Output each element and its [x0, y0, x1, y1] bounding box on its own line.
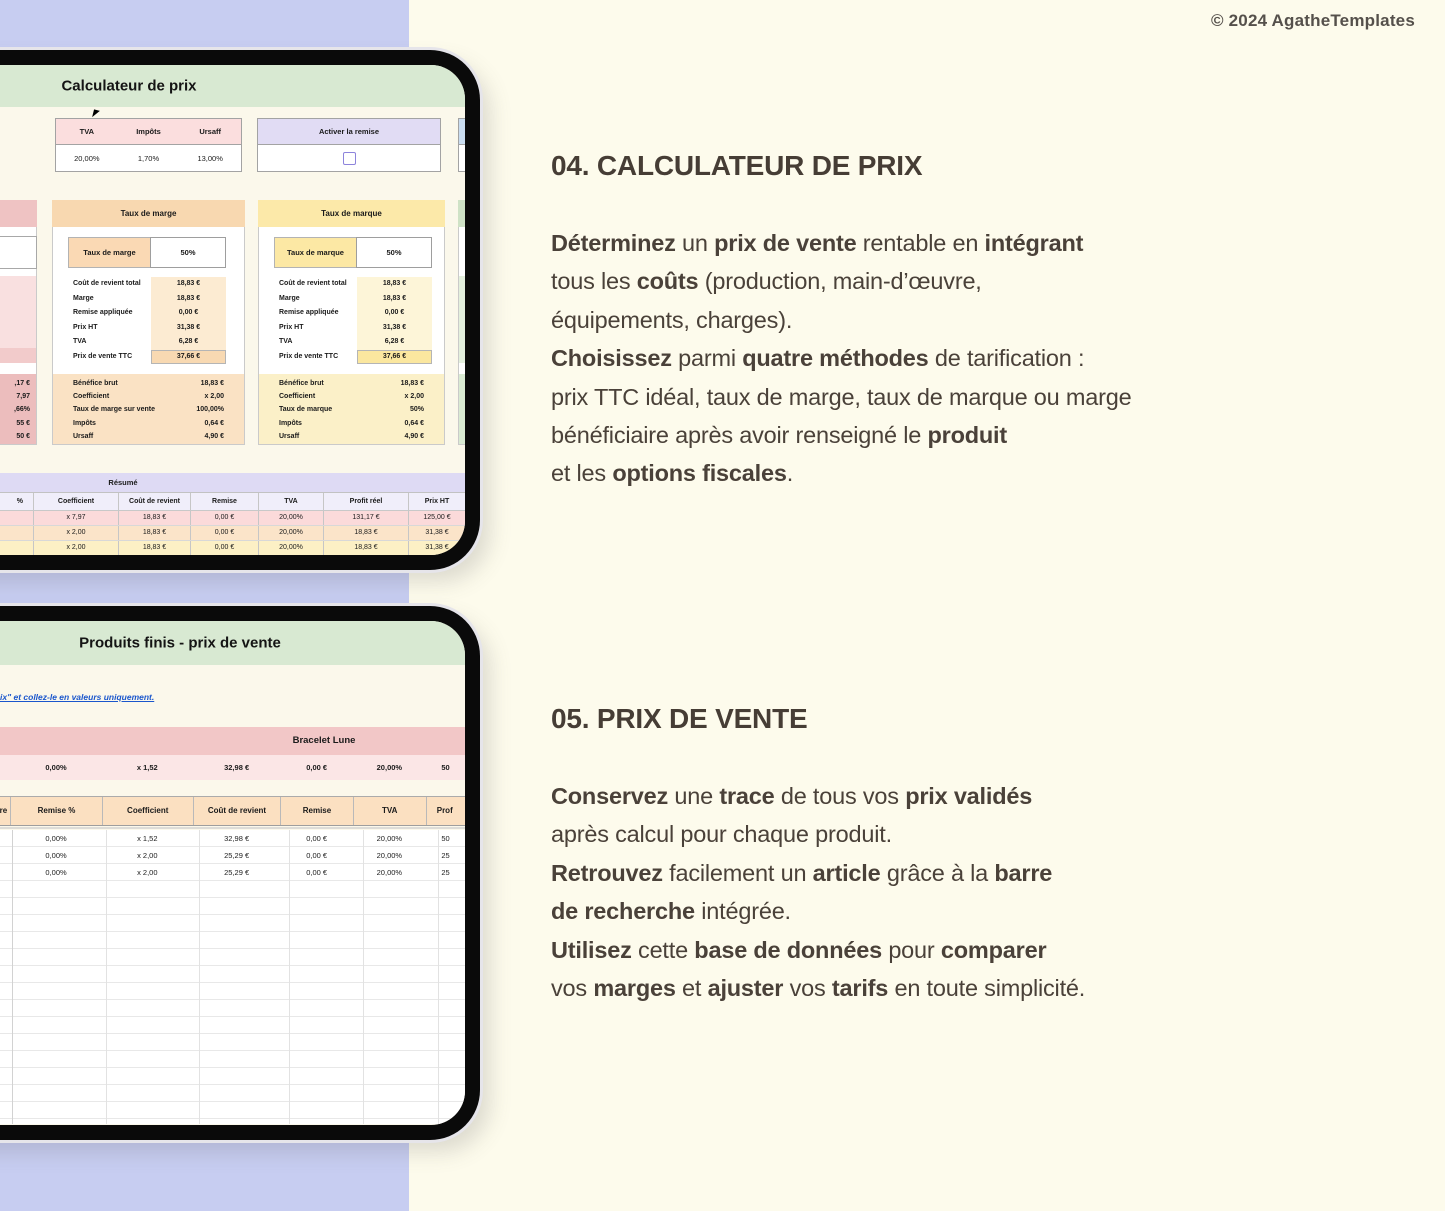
cell: x 2,00: [137, 851, 158, 860]
text-line: [551, 777, 1085, 815]
tax-table-header-row: [56, 119, 241, 145]
text-segment: et: [675, 974, 708, 1001]
text-segment: ajuster: [707, 974, 784, 1001]
text-line: [551, 301, 1131, 339]
kv-label: Prix HT: [279, 323, 304, 331]
marque-rate-label: Taux de marque: [274, 237, 357, 268]
cell: 25: [441, 851, 450, 860]
text-line: [551, 931, 1085, 969]
text-segment: en toute simplicité.: [888, 974, 1086, 1001]
cell: x 2,00: [33, 541, 118, 555]
kv-value: 18,83 €: [357, 292, 432, 307]
text-segment: Conservez: [551, 783, 669, 809]
kv-value: 0,00 €: [357, 306, 432, 321]
text-segment: et les: [551, 460, 613, 487]
copyright: © 2024 AgatheTemplates: [1210, 11, 1415, 30]
kv-row: [259, 335, 444, 350]
kv-label: Coefficient: [73, 393, 110, 401]
text-segment: équipements, charges).: [551, 306, 793, 333]
kv-row: [259, 403, 444, 416]
text-segment: grâce à la: [880, 859, 995, 886]
kv-value: 18,83 €: [200, 380, 224, 387]
text-segment: prix validés: [905, 783, 1033, 809]
kv-value: 18,83 €: [357, 277, 432, 292]
text-segment: bénéficiaire après avoir renseigné le: [551, 421, 928, 448]
text-line: [551, 854, 1085, 892]
cell: 18,83 €: [323, 541, 408, 555]
cell: 0,00%: [45, 851, 67, 860]
pink-fragment: 50 €: [16, 432, 30, 440]
kv-row: [259, 292, 444, 307]
kv-row: [259, 390, 444, 403]
text-segment: vos: [783, 974, 832, 1001]
kv-value: x 2,00: [204, 393, 224, 401]
kv-value: 50%: [409, 406, 424, 414]
product-name-band: [0, 727, 465, 755]
text-segment: vos: [551, 974, 594, 1001]
pink-bottom-block: [0, 374, 36, 444]
green-panel-header: [458, 200, 465, 227]
kv-label: Remise appliquée: [279, 309, 339, 316]
kv-label: Prix HT: [73, 323, 98, 331]
kv-label: Ursaff: [73, 432, 94, 440]
cell: Remise: [190, 493, 258, 510]
cell: Coefficient: [33, 493, 118, 510]
resume-header-row: [0, 492, 465, 511]
table-row: [0, 830, 465, 847]
cell: 1,70%: [137, 153, 160, 163]
kv-row: [259, 350, 444, 365]
kv-row: [53, 390, 244, 403]
kv-value: 100,00%: [196, 406, 224, 414]
table-row: [0, 864, 465, 881]
sheet-header-band: [0, 621, 465, 665]
text-segment: tous les: [551, 268, 637, 295]
text-line: [551, 892, 1085, 930]
sheet-header-band: [0, 65, 465, 107]
text-line: [551, 339, 1131, 377]
text-segment: de tarification :: [928, 345, 1085, 372]
table-row: [0, 526, 465, 541]
cell: 25,29 €: [224, 868, 250, 877]
marque-rows: [259, 277, 444, 364]
kv-value: 0,00 €: [151, 306, 226, 321]
text-segment: cette: [631, 936, 695, 963]
text-segment: après calcul pour chaque produit.: [551, 821, 892, 848]
cell: 31,38 €: [408, 541, 465, 555]
marge-panel-header: Taux de marge: [52, 200, 245, 227]
cell: x 2,00: [33, 526, 118, 540]
cell: TVA: [79, 127, 95, 136]
kv-row: [53, 403, 244, 416]
text-segment: quatre méthodes: [742, 345, 929, 372]
panel-taux-de-marque: [258, 200, 445, 445]
tablet-calculateur: [0, 50, 480, 570]
cell: [0, 511, 33, 525]
pink-fragment: 7,97: [16, 393, 30, 401]
tablet-prix-de-vente: [0, 606, 480, 1140]
cell: [0, 541, 33, 555]
kv-value: 6,28 €: [357, 335, 432, 350]
kv-label: Coût de revient total: [279, 280, 347, 287]
section-04-paragraph: [551, 224, 1131, 493]
kv-value: 4,90 €: [404, 432, 424, 440]
cell: 32,98 €: [224, 834, 250, 843]
cell: 32,98 €: [224, 763, 250, 772]
text-segment: intégrant: [984, 230, 1084, 256]
panel-taux-de-marge: [52, 200, 245, 445]
kv-label: Prix de vente TTC: [73, 352, 133, 360]
cell: Ursaff: [199, 127, 222, 136]
marque-bottom-block: [259, 374, 444, 444]
sales-table-grid: [0, 830, 465, 1124]
kv-value: 18,83 €: [151, 277, 226, 292]
cell: 20,00%: [376, 868, 403, 877]
kv-row: [259, 321, 444, 336]
kv-value: 18,83 €: [400, 380, 424, 387]
kv-value: 0,64 €: [404, 419, 424, 427]
text-segment: barre: [994, 859, 1053, 886]
kv-row: [259, 430, 444, 443]
cell: Remise %: [10, 797, 102, 825]
text-segment: un: [675, 230, 715, 256]
partial-blue-table: [458, 118, 465, 172]
cell: 31,38 €: [408, 526, 465, 540]
cell: Coût de revient: [118, 493, 190, 510]
cell: 18,83 €: [323, 526, 408, 540]
text-segment: Utilisez: [551, 936, 632, 963]
kv-row: [53, 377, 244, 390]
tablet-screen: [0, 621, 465, 1125]
product-values-row: [0, 755, 465, 780]
kv-row: [259, 306, 444, 321]
cell: Prix HT: [408, 493, 465, 510]
text-segment: base de données: [694, 936, 882, 963]
text-line: [551, 969, 1085, 1007]
cell: Coût de revient: [193, 797, 281, 825]
kv-label: Taux de marge sur vente: [73, 406, 155, 414]
remise-header: Activer la remise: [258, 119, 440, 145]
section-05-paragraph: [551, 777, 1085, 1007]
text-segment: article: [812, 859, 881, 886]
tablet-screen: [0, 65, 465, 555]
cell: 0,00 €: [190, 526, 258, 540]
cell: 0,00 €: [306, 868, 328, 877]
section-04-heading: 04. CALCULATEUR DE PRIX: [551, 150, 923, 181]
cell: 0,00%: [45, 868, 67, 877]
pink-value-cells: [0, 276, 36, 363]
cell: %: [16, 498, 23, 505]
cell: [0, 864, 10, 881]
kv-label: Impôts: [73, 419, 96, 427]
resume-band: [0, 473, 465, 492]
cell: 50: [441, 834, 450, 843]
cell: 20,00%: [376, 851, 403, 860]
text-line: [551, 416, 1131, 454]
text-segment: intégrée.: [694, 898, 791, 925]
text-segment: Choisissez: [551, 345, 672, 372]
text-segment: prix TTC idéal, taux de marge, taux de marque ou marge: [551, 383, 1132, 410]
cell: Prof: [426, 797, 465, 825]
pink-fragment: ,17 €: [14, 380, 30, 387]
text-segment: prix de vente: [714, 230, 857, 256]
kv-row: [53, 350, 244, 365]
text-segment: (production, main-d’œuvre,: [698, 268, 982, 295]
kv-label: Remise appliquée: [73, 309, 133, 316]
marque-rate-input[interactable]: 50%: [356, 237, 432, 268]
pink-fragment: ,66%: [14, 406, 30, 414]
cell: 18,83 €: [118, 511, 190, 525]
cell: re: [0, 806, 8, 815]
marge-bottom-block: [53, 374, 244, 444]
green-bottom-block: [459, 374, 465, 444]
cell: 20,00%: [258, 526, 323, 540]
text-line: [551, 815, 1085, 853]
kv-row: [53, 417, 244, 430]
marge-rows: [53, 277, 244, 364]
marque-panel-header: Taux de marque: [258, 200, 445, 227]
cell: 0,00%: [45, 834, 67, 843]
kv-value: 18,83 €: [151, 292, 226, 307]
kv-label: TVA: [73, 338, 87, 345]
sheet-title: Produits finis - prix de vente: [79, 634, 281, 652]
kv-label: Taux de marque: [279, 406, 333, 414]
pink-input-cell[interactable]: [0, 236, 37, 269]
product-name: Bracelet Lune: [292, 735, 356, 746]
cell: 25: [441, 868, 450, 877]
cell: 0,00 €: [190, 511, 258, 525]
cell: 18,83 €: [118, 541, 190, 555]
kv-value: 37,66 €: [151, 350, 226, 365]
cell: 13,00%: [197, 153, 223, 163]
text-segment: de recherche: [551, 898, 695, 925]
kv-row: [259, 277, 444, 292]
kv-label: TVA: [279, 338, 293, 345]
resume-title: Résumé: [108, 478, 138, 487]
kv-label: Ursaff: [279, 432, 300, 440]
text-segment: pour: [881, 936, 941, 963]
kv-label: Bénéfice brut: [279, 380, 324, 387]
text-segment: comparer: [940, 936, 1047, 963]
text-segment: Déterminez: [551, 230, 676, 256]
kv-row: [259, 377, 444, 390]
pink-fragment: 55 €: [16, 419, 30, 427]
cell: 0,00 €: [306, 851, 328, 860]
kv-label: Coût de revient total: [73, 280, 141, 287]
text-segment: .: [786, 460, 794, 487]
cell: 0,00 €: [190, 541, 258, 555]
cell: Profit réel: [323, 493, 408, 510]
kv-value: x 2,00: [404, 393, 424, 401]
panel-prix-ttc-partial: [0, 200, 37, 445]
kv-row: [259, 417, 444, 430]
text-segment: une: [668, 783, 720, 809]
cell: 25,29 €: [224, 851, 250, 860]
kv-label: Prix de vente TTC: [279, 352, 339, 360]
text-line: [551, 454, 1131, 492]
green-value-cells: [459, 276, 465, 363]
tax-options-table: [55, 118, 242, 172]
cell: [0, 755, 10, 780]
section-05-heading: 05. PRIX DE VENTE: [551, 703, 808, 734]
cell: [0, 847, 10, 864]
kv-value: 0,64 €: [204, 419, 224, 427]
resume-table: [0, 473, 465, 555]
kv-row: [53, 306, 244, 321]
text-line: [551, 378, 1131, 416]
kv-label: Bénéfice brut: [73, 380, 118, 387]
cell: 0,00%: [45, 763, 67, 772]
cell: Coefficient: [102, 797, 193, 825]
cell: 20,00%: [376, 834, 403, 843]
text-segment: trace: [719, 783, 775, 809]
cell: 0,00 €: [306, 763, 328, 772]
cell: 0,00 €: [306, 834, 328, 843]
table-row: [0, 541, 465, 555]
cell: 125,00 €: [408, 511, 465, 525]
partial-blue-header: [459, 119, 465, 145]
tax-table-values-row: [56, 145, 241, 171]
text-segment: parmi: [671, 345, 743, 372]
text-line: [551, 262, 1131, 300]
kv-row: [53, 321, 244, 336]
panel-green-partial: [458, 200, 465, 445]
cell: x 2,00: [137, 868, 158, 877]
table-row: [0, 511, 465, 526]
kv-row: [53, 292, 244, 307]
cell: 50: [441, 763, 450, 772]
cell: 20,00%: [258, 511, 323, 525]
cell: Impôts: [136, 127, 161, 136]
marge-rate-input[interactable]: 50%: [150, 237, 226, 268]
pink-panel-header: [0, 200, 37, 227]
kv-label: Marge: [279, 294, 300, 302]
text-segment: coûts: [636, 268, 699, 295]
cell: 20,00%: [258, 541, 323, 555]
text-line: [551, 224, 1131, 262]
header-shadow: [0, 827, 465, 829]
cell: x 1,52: [137, 834, 158, 843]
cell: TVA: [258, 493, 323, 510]
kv-row: [53, 335, 244, 350]
cell: 20,00%: [74, 153, 100, 163]
sheet-title: Calculateur de prix: [61, 77, 197, 95]
cell: 20,00%: [376, 763, 403, 772]
kv-label: Coefficient: [279, 393, 316, 401]
marge-rate-label: Taux de marge: [68, 237, 151, 268]
remise-checkbox[interactable]: [343, 152, 356, 165]
cell: TVA: [353, 797, 426, 825]
kv-label: Impôts: [279, 419, 302, 427]
kv-row: [53, 430, 244, 443]
text-segment: options fiscales: [612, 460, 787, 487]
kv-value: 37,66 €: [357, 350, 432, 365]
cell: Remise: [280, 797, 352, 825]
cell: 131,17 €: [323, 511, 408, 525]
kv-value: 6,28 €: [151, 335, 226, 350]
kv-value: 31,38 €: [151, 321, 226, 336]
kv-label: Marge: [73, 294, 94, 302]
kv-value: 31,38 €: [357, 321, 432, 336]
kv-value: 4,90 €: [204, 432, 224, 440]
remise-toggle-table: [257, 118, 441, 172]
cell: [0, 830, 10, 847]
table-row: [0, 847, 465, 864]
cell: 18,83 €: [118, 526, 190, 540]
cell: [0, 526, 33, 540]
text-segment: rentable en: [856, 230, 985, 256]
sales-table-header-row: [0, 796, 465, 826]
text-segment: produit: [927, 421, 1007, 448]
text-segment: Retrouvez: [551, 859, 663, 886]
text-segment: facilement un: [662, 859, 813, 886]
kv-row: [53, 277, 244, 292]
cell: x 1,52: [136, 763, 158, 772]
text-segment: marges: [593, 974, 676, 1001]
text-segment: tarifs: [831, 974, 889, 1001]
cell: x 7,97: [33, 511, 118, 525]
text-segment: de tous vos: [774, 783, 906, 809]
instruction-link[interactable]: ix" et collez-le en valeurs uniquement.: [0, 692, 155, 702]
